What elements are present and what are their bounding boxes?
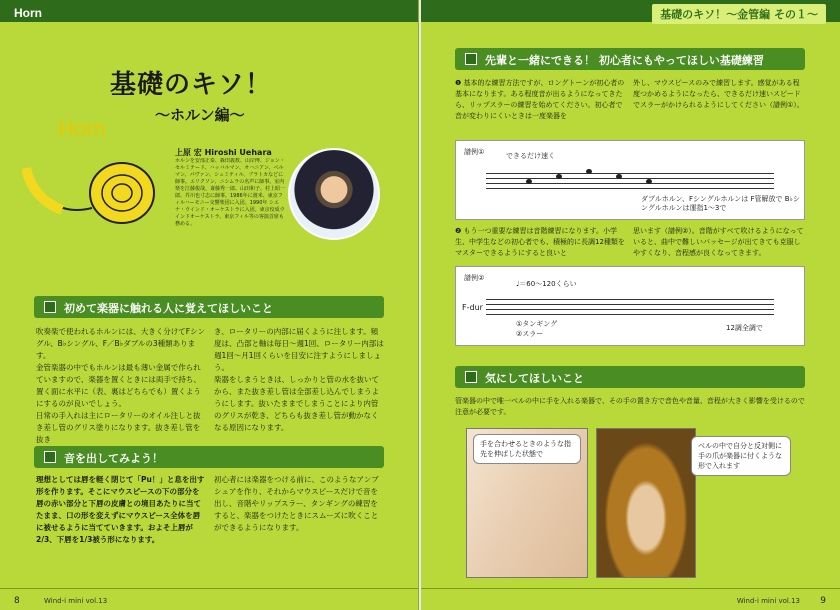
bell-hand-caption: ベルの中で自分と反対側に手の爪が楽器に付くような形で入れます bbox=[691, 436, 791, 476]
author-portrait bbox=[288, 148, 380, 240]
footer-magazine: Wind-i mini vol.13 bbox=[44, 597, 108, 605]
page-subtitle: 〜ホルン編〜 bbox=[155, 106, 245, 124]
staff-lines bbox=[486, 295, 774, 317]
author-bio: ホルンを安部正泰、森田義教、山岸博、ジョン・セルミテード、ハッバルマン、オハニアン、ペルマン、パヴァン、シュミティル、ブラトカなどに師事。エリクソン、ニシムラの名声に師事。室内楽を江藤俊哉、斎藤秀一郎、山田和子、村上昭一郎、芥川也寸志に師事。1986年に渡米、東京フィルハーモニー交響楽団に入団。1990年 シエナ・ウインド・オーケストラに入団。東京佼成ウインドオーケストラ、東京フィル等の客演首席も務める。 bbox=[175, 158, 285, 227]
section1-column-1: 吹奏楽で使われるホルンには、大きく分けてFシングル、B♭シングル、F／B♭ダブルの3種類あります。 金管楽器の中でもホルンは最も薄い金属で作られていますので、楽器を置くときには両手で持ち、置く面に水平に（表、裏はどちらでも）置くようにするのが良いでしょう。 日常の手入れは主にロータリーのオイル注しと抜き差し管のグリス塗りになります。抜き差し管を抜き bbox=[36, 327, 205, 444]
hand-shape-caption: 手を合わせるときのような指先を伸ばした状態で bbox=[473, 434, 581, 464]
right-footer-strip bbox=[421, 588, 840, 610]
section-heading-sound bbox=[34, 446, 384, 468]
score-example-2-opt1: ①タンギング bbox=[516, 320, 558, 328]
horn-label: Horn bbox=[58, 116, 106, 141]
left-page bbox=[0, 0, 419, 610]
section-heading-practice bbox=[455, 48, 805, 70]
left-header: Horn bbox=[14, 6, 42, 20]
caution-text: 管楽器の中で唯一ベルの中に手を入れる楽器で、その手の置き方で音色や音量、音程が大きく影響を受けるので注意が必要です。 bbox=[455, 397, 805, 416]
section-heading-first-contact bbox=[34, 296, 384, 318]
horn-illustration-icon bbox=[22, 148, 162, 238]
page-number: 8 bbox=[14, 596, 20, 606]
section-marker-icon bbox=[44, 301, 56, 313]
score-example-2 bbox=[455, 266, 805, 346]
section-heading-text: 気にしてほしいこと bbox=[485, 372, 584, 385]
note bbox=[526, 179, 532, 184]
note bbox=[646, 179, 652, 184]
note bbox=[616, 174, 622, 179]
score-example-1-label: 譜例① bbox=[464, 148, 485, 156]
score-example-2-key: F-dur bbox=[462, 303, 483, 312]
practice-para1-col1: ❶ 基本的な練習方法ですが、ロングトーンが初心者の基本になります。ある程度音が出るようになってきたら、リップスラーの練習を始めてください。初心者で音が変わりにくいときは一度楽器を bbox=[455, 79, 625, 120]
section-heading-text: 初めて楽器に触れる人に覚えてほしいこと bbox=[64, 302, 273, 315]
left-header-strip bbox=[0, 0, 418, 22]
score-example-2-opt2: ②スラー bbox=[516, 330, 544, 338]
score-example-1 bbox=[455, 140, 805, 220]
right-header-strip bbox=[421, 0, 840, 22]
section2-column-2: 初心者には楽器をつける前に、このようなアンブシュアを作り、それからマウスピースだけで音を出し、音階やリップスラー、タンギングの練習をすると、楽器をつけたときにスムーズに吹くことができるようになります。 bbox=[214, 475, 379, 532]
footer-magazine: Wind-i mini vol.13 bbox=[736, 597, 800, 605]
bell-hand-photo bbox=[596, 428, 696, 578]
author-name: 上原 宏 Hiroshi Uehara bbox=[175, 148, 272, 157]
section2-column-1: 理想としては唇を軽く閉じて「Pu！」と息を出す形を作ります。そこにマウスピースの下の部分を唇の赤い部分と下唇の皮膚との境目あたりに当てたまま、口の形を変えずにマウスピース全体を唇に被せるように当てていきます。およそ上唇が2/3、下唇を1/3被う形になります。 bbox=[36, 475, 205, 544]
right-page bbox=[421, 0, 840, 610]
score-example-2-label: 譜例② bbox=[464, 274, 485, 282]
practice-para2-col1: ❷ もう一つ重要な練習は音階練習になります。小学生、中学生などの初心者でも、積極的に長調12種類をマスターできるようにすると良いと bbox=[455, 227, 625, 257]
practice-para2-col2: 思います（譜例②）。音階がすべて吹けるようになっていると、曲中で難しいパッセージが出てきても克服しやすくなり、音程感が良くなってきます。 bbox=[633, 227, 804, 257]
section-marker-icon bbox=[465, 53, 477, 65]
note bbox=[586, 169, 592, 174]
note bbox=[556, 174, 562, 179]
section1-column-2: き、ロータリーの内部に届くように注します。頻度は、凸部と軸は毎日〜週1回、ロータリー内部は週1回〜月1回くらいを目安に注すようにしましょう。 楽器をしまうときは、しっかりと管の水を抜いてから、また抜き差し管は全部差し込んでしまうようにします。抜いたままでしまうことにより内管のグリスが乾き、どちらも抜き差し管が動かなくなる原因になります。 bbox=[214, 327, 384, 432]
page-number: 9 bbox=[820, 596, 826, 606]
score-example-1-note: ダブルホルン、Fシングルホルンは F管解放で B♭シングルホルンは運指1〜3で bbox=[641, 195, 800, 212]
score-example-2-tempo: ♩＝60〜120くらい bbox=[516, 280, 577, 288]
score-example-2-note: 12調全調で bbox=[726, 324, 763, 332]
page-title: 基礎のキソ！ bbox=[110, 70, 273, 100]
section-marker-icon bbox=[465, 371, 477, 383]
section-heading-text: 音を出してみよう！ bbox=[64, 452, 163, 465]
right-header: 基礎のキソ！〜金管編 その１〜 bbox=[652, 4, 826, 24]
left-footer-strip bbox=[0, 588, 418, 610]
section-marker-icon bbox=[44, 451, 56, 463]
section-heading-caution bbox=[455, 366, 805, 388]
score-example-1-tempo: できるだけ速く bbox=[506, 152, 555, 160]
practice-para1-col2: 外し、マウスピースのみで練習します。感覚がある程度つかめるようになったら、できるだけ速いスピードでスラーがかけられるようにしてください（譜例①）。 bbox=[633, 79, 804, 109]
section-heading-text: 先輩と一緒にできる！ 初心者にもやってほしい基礎練習 bbox=[485, 54, 764, 67]
